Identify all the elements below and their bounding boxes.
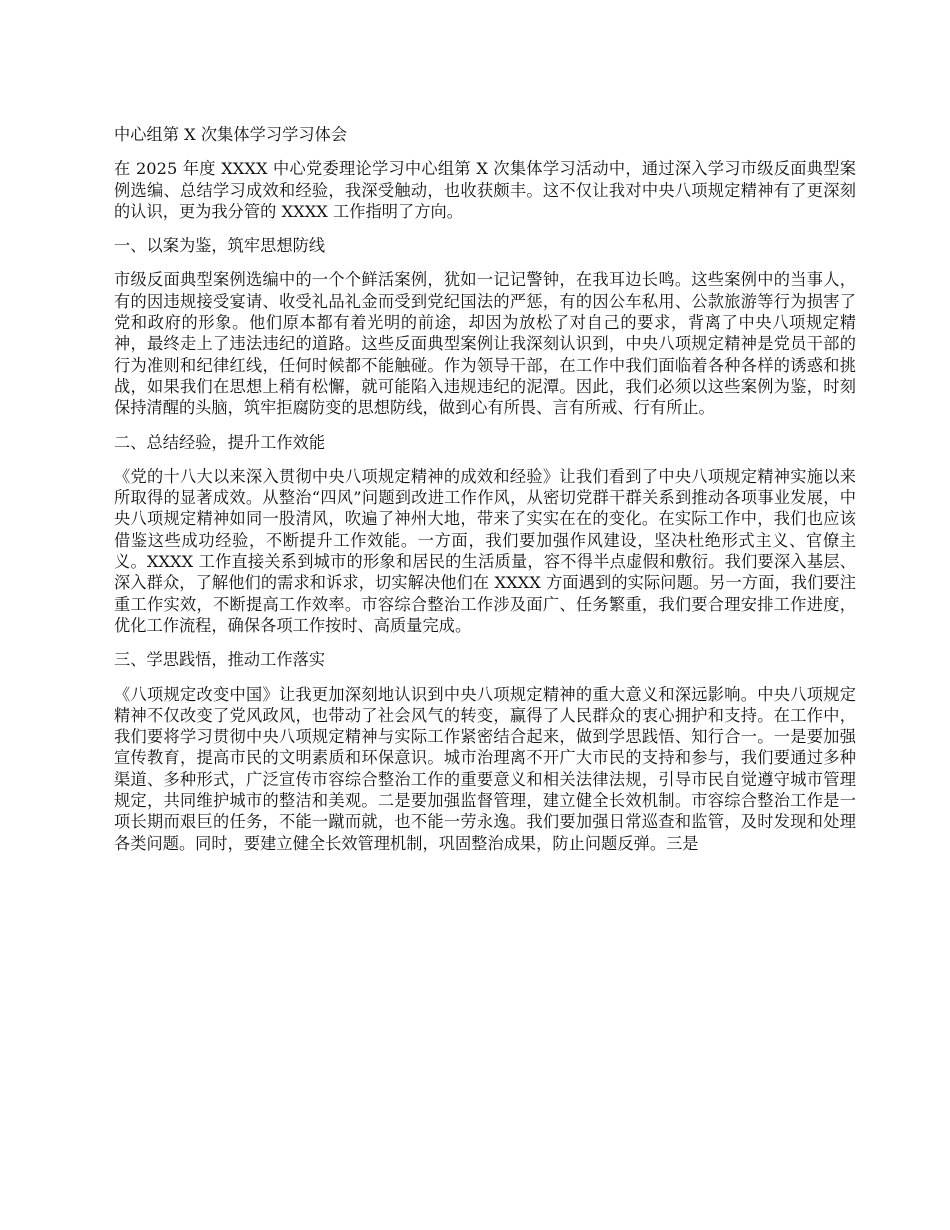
document-page: [114, 124, 856, 867]
section-3-paragraph: 《八项规定改变中国》让我更加深刻地认识到中央八项规定精神的重大意义和深远影响。中央八项规定精神不仅改变了党风政风，也带动了社会风气的转变，赢得了人民群众的衷心拥护和支持。在工作中，我们要将学习贯彻中央八项规定精神与实际工作紧密结合起来，做到学思践悟、知行合一。一是要加强宣传教育，提高市民的文明素质和环保意识。城市治理离不开广大市民的支持和参与，我们要通过多种渠道、多种形式，广泛宣传市容综合整治工作的重要意义和相关法律法规，引导市民自觉遵守城市管理规定，共同维护城市的整洁和美观。二是要加强监督管理，建立健全长效机制。市容综合整治工作是一项长期而艰巨的任务，不能一蹴而就，也不能一劳永逸。我们要加强日常巡查和监管，及时发现和处理各类问题。同时，要建立健全长效管理机制，巩固整治成果，防止问题反弹。三是: [114, 684, 856, 853]
section-heading-1: 一、以案为鉴，筑牢思想防线: [114, 236, 326, 256]
section-2-paragraph: 《党的十八大以来深入贯彻中央八项规定精神的成效和经验》让我们看到了中央八项规定精神实施以来所取得的显著成效。从整治“四风”问题到改进工作作风，从密切党群干群关系到推动各项事业发展，中央八项规定精神如同一股清风，吹遍了神州大地，带来了实实在在的变化。在实际工作中，我们也应该借鉴这些成功经验，不断提升工作效能。一方面，我们要加强作风建设，坚决杜绝形式主义、官僚主义。XXXX 工作直接关系到城市的形象和居民的生活质量，容不得半点虚假和敷衍。我们要深入基层、深入群众，了解他们的需求和诉求，切实解决他们在 XXXX 方面遇到的实际问题。另一方面，我们要注重工作实效，不断提高工作效率。市容综合整治工作涉及面广、任务繁重，我们要合理安排工作进度，优化工作流程，确保各项工作按时、高质量完成。: [114, 466, 856, 635]
section-heading-2: 二、总结经验，提升工作效能: [114, 432, 326, 452]
section-1-paragraph: 市级反面典型案例选编中的一个个鲜活案例，犹如一记记警钟，在我耳边长鸣。这些案例中的当事人，有的因违规接受宴请、收受礼品礼金而受到党纪国法的严惩，有的因公车私用、公款旅游等行为损害了党和政府的形象。他们原本都有着光明的前途，却因为放松了对自己的要求，背离了中央八项规定精神，最终走上了违法违纪的道路。这些反面典型案例让我深刻认识到，中央八项规定精神是党员干部的行为准则和纪律红线，任何时候都不能触碰。作为领导干部，在工作中我们面临着各种各样的诱惑和挑战，如果我们在思想上稍有松懈，就可能陷入违规违纪的泥潭。因此，我们必须以这些案例为鉴，时刻保持清醒的头脑，筑牢拒腐防变的思想防线，做到心有所畏、言有所戒、行有所止。: [114, 270, 856, 418]
document-title: 中心组第 X 次集体学习学习体会: [114, 125, 348, 144]
intro-paragraph: 在 2025 年度 XXXX 中心党委理论学习中心组第 X 次集体学习活动中，通过深入学习市级反面典型案例选编、总结学习成效和经验，我深受触动，也收获颇丰。这不仅让我对中央八项规定精神有了更深刻的认识，更为我分管的 XXXX 工作指明了方向。: [114, 159, 856, 221]
section-heading-3: 三、学思践悟，推动工作落实: [114, 650, 326, 670]
